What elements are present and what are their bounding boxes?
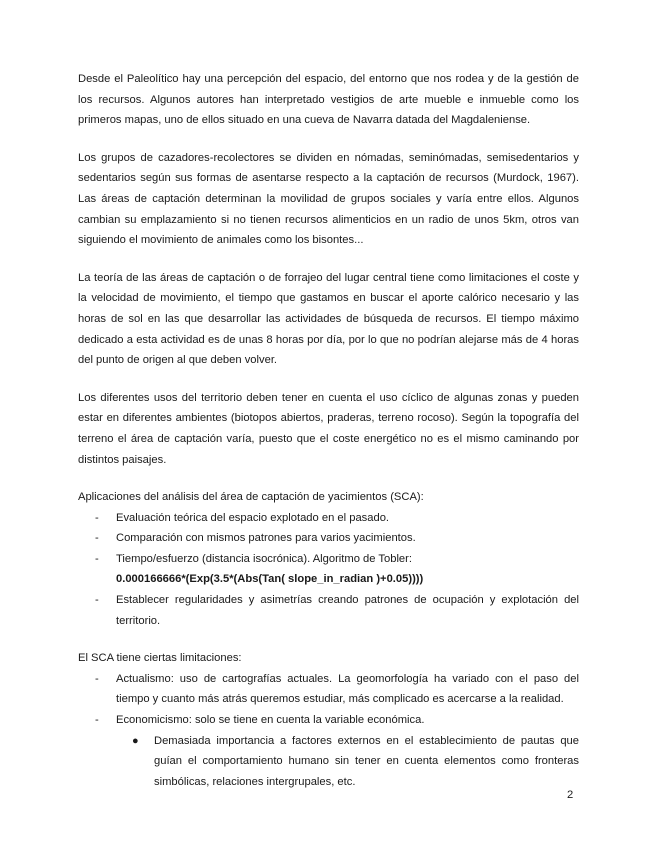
sca-applications-list bbox=[78, 508, 579, 632]
list-item-text: Evaluación teórica del espacio explotado en el pasado. bbox=[116, 511, 390, 524]
dash-marker: - bbox=[95, 714, 99, 727]
sub-list-item bbox=[116, 731, 579, 793]
economicism-sublist bbox=[116, 731, 579, 793]
bullet-marker: ● bbox=[132, 734, 139, 747]
dash-marker: - bbox=[95, 552, 99, 565]
list-item-text: Actualismo: uso de cartografías actuales. La geomorfología ha variado con el paso del tiempo y cuanto más atrás queremos estudiar, más complicado es acercarse a la realidad. bbox=[116, 672, 579, 706]
sub-list-item-text: Demasiada importancia a factores externos en el establecimiento de pautas que guían el comportamiento humano sin tener en cuenta elementos como fronteras simbólicas, relaciones intergrupales, etc. bbox=[154, 734, 579, 788]
paragraph-hunter-gatherers: Los grupos de cazadores-recolectores se dividen en nómadas, seminómadas, semisedentarios y sedentarios según sus formas de asentarse respecto a la captación de recursos (Murdock, 1967). Las áreas de captación determinan la movilidad de grupos sociales y varía entre ellos. Algunos cambian su emplazamiento si no tienen recursos alimenticios en un radio de unos 5km, otros van siguiendo el movimiento de animales como los bisontes... bbox=[78, 151, 579, 247]
list-item-text: Establecer regularidades y asimetrías creando patrones de ocupación y explotación del territorio. bbox=[116, 594, 579, 627]
dash-marker: - bbox=[95, 532, 99, 545]
list-item bbox=[78, 710, 579, 792]
page-content bbox=[78, 69, 579, 809]
tobler-formula: 0.000166666*(Exp(3.5*(Abs(Tan( slope_in_radian )+0.05)))) bbox=[116, 573, 424, 586]
paragraph-paleolithic: Desde el Paleolítico hay una percepción del espacio, del entorno que nos rodea y de la gestión de los recursos. Algunos autores han interpretado vestigios de arte mueble e inmueble como los primeros mapas, uno de ellos situado en una cueva de Navarra datada del Magdaleniense. bbox=[78, 73, 579, 127]
paragraph-catchment-theory: La teoría de las áreas de captación o de forrajeo del lugar central tiene como limitaciones el coste y la velocidad de movimiento, el tiempo que gastamos en buscar el aporte calórico necesario y las horas de sol en las que desarrollar las actividades de búsqueda de recursos. El tiempo máximo dedicado a esta actividad es de unas 8 horas por día, por lo que no podrían alejarse más de 4 horas del punto de origen al que deben volver. bbox=[78, 271, 579, 367]
sca-applications-heading: Aplicaciones del análisis del área de captación de yacimientos (SCA): bbox=[78, 491, 424, 504]
dash-marker: - bbox=[95, 594, 99, 607]
dash-marker: - bbox=[95, 672, 99, 685]
dash-marker: - bbox=[95, 511, 99, 524]
paragraph-territory-uses: Los diferentes usos del territorio deben tener en cuenta el uso cíclico de algunas zonas y pueden estar en diferentes ambientes (biotopos abiertos, praderas, terreno rocoso). Según la topografía del terreno el área de captación varía, puesto que el coste energético no es el mismo caminando por distintos paisajes. bbox=[78, 391, 579, 466]
list-item bbox=[78, 549, 579, 590]
list-item-text: Economicismo: solo se tiene en cuenta la variable económica. bbox=[116, 714, 425, 727]
list-item bbox=[78, 508, 579, 529]
list-item-text: Comparación con mismos patrones para varios yacimientos. bbox=[116, 532, 416, 545]
sca-limitations-list bbox=[78, 669, 579, 793]
list-item-text: Tiempo/esfuerzo (distancia isocrónica). Algoritmo de Tobler: bbox=[116, 552, 412, 565]
list-item bbox=[78, 528, 579, 549]
list-item bbox=[78, 669, 579, 710]
sca-limitations-heading: El SCA tiene ciertas limitaciones: bbox=[78, 652, 242, 665]
page-number: 2 bbox=[567, 789, 574, 801]
list-item bbox=[78, 590, 579, 631]
